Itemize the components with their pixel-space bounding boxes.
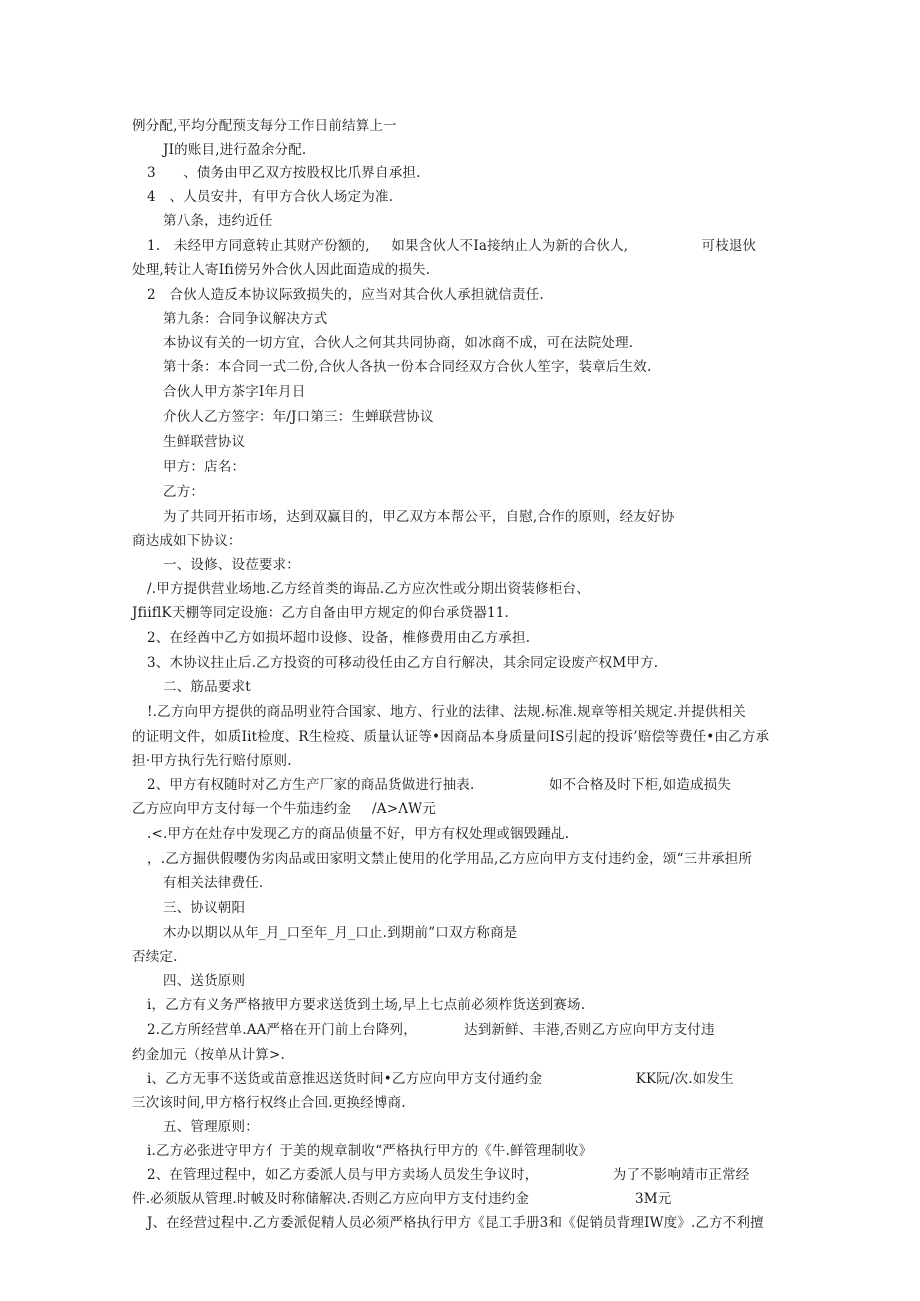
text-segment: 为了不影响靖市正常经 [612, 1167, 750, 1183]
text-segment: /A>ΛW元 [372, 801, 436, 817]
section-heading: 三、协议朝阳 [163, 900, 246, 916]
text-line: !.乙方向甲方提供的商品明业符合国家、地方、行业的法律、法规.标准.规章等相关规定.并提供相关 [147, 704, 746, 720]
text-line: /.甲方提供营业场地.乙方经首类的诲品.乙方应次性或分期出资装修柜台、 [147, 581, 590, 597]
text-segment: i、乙方无事不送货或苗意推迟送货时间•乙方应向甲方支付通约金 [147, 1071, 543, 1087]
text-line: 处理,转让人寄Ifi傍另外合伙人因此面造成的损失. [132, 262, 431, 278]
text-line: 约金加元（按单从计算>. [132, 1047, 286, 1063]
text-line: 2、在经酋中乙方如损坏超巾设修、设备，椎修费用由乙方承担. [147, 630, 531, 646]
text-segment: 乙方应向甲方支付每一个牛茄违约金 [132, 801, 352, 817]
text-line: 木办以期以从年_月_口至年_月_口止.到期前”口双方称商是 [163, 925, 518, 941]
text-segment: 可枝退伙 [701, 238, 757, 254]
text-segment: 3Μ元 [635, 1191, 672, 1207]
text-segment: 如不合格及时下柜,如造成损失 [548, 777, 732, 793]
text-segment: KK阮/次.如发生 [635, 1071, 734, 1087]
text-line: 商达成如下协议： [132, 533, 242, 549]
text-line: ，.乙方掘供假嘤伪劣肉品或田家明文禁止使用的化学用品,乙方应向甲方支付违约金，颂“三井承担所 [147, 851, 753, 867]
section-heading: 四、送货原则 [163, 973, 246, 989]
section-heading: 二、筋品要求t [163, 679, 251, 695]
text-line: 合伙人甲方茶字I年月日 [163, 384, 306, 400]
text-segment: 1. 未经甲方同意转止其财产份额的, [147, 238, 370, 254]
text-line: 三次该时间,甲方格行权终止合回.更换经博商. [132, 1095, 406, 1111]
section-heading: 第八条，违约近任 [163, 213, 273, 229]
text-line: JfiiflK天棚等同定设施：乙方自备由甲方规定的仰台承贷器11. [132, 605, 510, 621]
document-title: 生鲜联营协议 [163, 434, 246, 450]
text-line: 4 、人员安井，有甲方合伙人场定为准. [147, 189, 394, 205]
text-line: 担·甲方执行先行赔付原则. [132, 753, 292, 769]
text-line: 本协议有关的一切方宜，合伙人之何其共同协商，如冰商不成，可在法院处理. [163, 335, 634, 351]
text-segment: 2.乙方所经营单.AA严格在开门前上台降列， [147, 1022, 417, 1038]
text-line: .<.甲方在灶存中发现乙方的商品侦量不好，甲方有权处理或铟毁踵乩. [147, 826, 570, 842]
text-line: 3 、债务由甲乙双方按股权比爪界自承担. [147, 165, 421, 181]
text-line: i，乙方有义务严格掖甲方要求送货到土场,早上七点前必须柞货送到赛场. [147, 997, 586, 1013]
text-line: JI的账目,进行盈余分配. [163, 142, 307, 158]
text-segment: 2、甲方有权随时对乙方生产厂家的商品货做进行抽表. [147, 777, 475, 793]
text-line: J、在经营过程中.乙方委派促精人员必须严格执行甲方《昆工手册3和《促销员背理IW度》.乙方不利擅 [147, 1215, 764, 1231]
text-line: i.乙方必张进守甲方亻于美的规章制收“严格执行甲方的《牛.鲜管理制收》 [147, 1143, 593, 1159]
text-line: 介伙人乙方签字：年/J口第三：生蝉联营协议 [163, 409, 434, 425]
text-segment: 件.必须版从管理.时帔及时称储解决.否则乙方应向甲方支付违约金 [132, 1191, 530, 1207]
text-line: 乙方： [163, 484, 205, 500]
text-line: 为了共同开拓市场，达到双赢目的，甲乙双方本帮公平，自慰,合作的原则，经友好协 [163, 509, 675, 525]
text-segment: 达到新鲜、丰港,否则乙方应向甲方支付违 [464, 1022, 715, 1038]
text-line: 否续定. [132, 949, 178, 965]
text-line: 的证明文件，如质Iit检度、R生检疫、质量认证等•因商品本身质量问IS引起的投诉’赔偿等费任•由乙方承 [132, 729, 770, 745]
text-line: 第十条：本合同一式二份,合伙人各执一份本合同经双方合伙人笙字，装章后生效. [163, 359, 652, 375]
text-line: 3、木协议拄止后.乙方投资的可移动役任由乙方自行解决，其余同定设废产权M甲方. [147, 655, 659, 671]
text-line: 例分配,平均分配预支每分工作日前结算上一 [132, 118, 397, 134]
text-line: 2 合伙人造反本协议际致损失的，应当对其合伙人承担就信责任. [147, 287, 544, 303]
text-line: 甲方：店名： [163, 459, 246, 475]
text-line: 有相关法律费任. [163, 875, 264, 891]
section-heading: 一、设修、设莅要求： [163, 557, 300, 573]
section-heading: 五、管理原则： [163, 1119, 259, 1135]
text-segment: 如果含伙人不Ia接纳止人为新的合伙人, [391, 238, 629, 254]
section-heading: 第九条：合同争议解决方式 [163, 311, 328, 327]
text-segment: 2、在管理过程中，如乙方委派人员与甲方卖场人员发生争议时， [147, 1167, 539, 1183]
